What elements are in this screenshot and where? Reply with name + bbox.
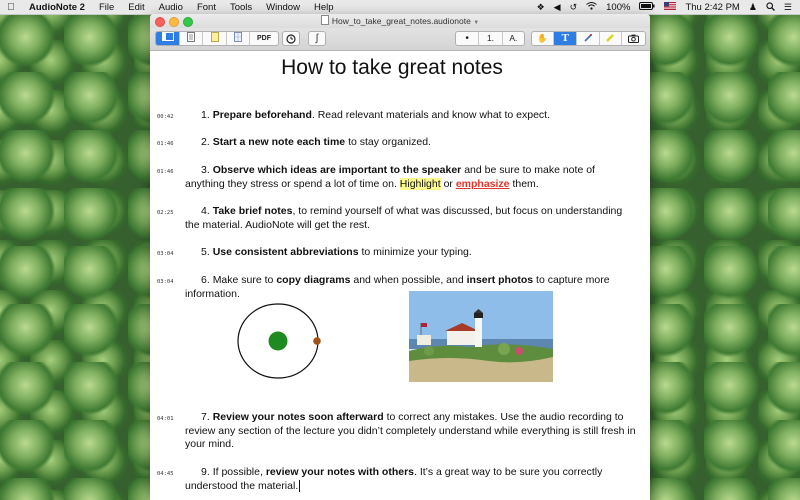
paper-grid-button[interactable]: [227, 32, 250, 45]
note-bold-text: Start a new note each time: [212, 136, 346, 148]
note-timestamp[interactable]: 04:01: [157, 416, 174, 422]
note-item[interactable]: [185, 136, 637, 150]
numbered-list-button[interactable]: 1.: [479, 32, 502, 45]
note-number: 2.: [201, 136, 210, 148]
note-number: 6.: [201, 274, 210, 286]
note-bold-text: Prepare beforehand: [212, 109, 312, 121]
note-text: . It’s a great way to be sure you correctly understood the material.: [185, 466, 603, 492]
note-text: to stay organized.: [345, 136, 431, 148]
grid-paper-icon: [234, 32, 242, 42]
document-page[interactable]: [150, 51, 650, 500]
dropbox-icon[interactable]: ❖: [536, 1, 545, 12]
pdf-button[interactable]: PDF: [256, 35, 271, 42]
note-item[interactable]: [185, 109, 637, 123]
text-size-button[interactable]: A.: [509, 33, 518, 43]
note-text: to minimize your typing.: [358, 246, 472, 258]
camera-button[interactable]: [622, 32, 645, 45]
battery-percent: 100%: [606, 1, 631, 13]
note-number: 9.: [201, 466, 210, 478]
note-timestamp[interactable]: 03:04: [157, 279, 174, 285]
minimize-window-button[interactable]: [169, 17, 179, 27]
page-view-button[interactable]: [180, 32, 203, 45]
menu-tools[interactable]: Tools: [229, 1, 253, 13]
note-bold-text: copy diagrams: [276, 274, 351, 286]
audionote-window: [150, 14, 650, 500]
document-icon: [321, 15, 329, 25]
page-icon: [187, 32, 195, 42]
notification-icon[interactable]: ☰: [783, 1, 792, 12]
note-number: 7.: [201, 411, 210, 423]
paper-yellow-button[interactable]: [203, 32, 226, 45]
note-timestamp[interactable]: 03:04: [157, 251, 174, 257]
note-bold-text: insert photos: [466, 274, 534, 286]
stopwatch-icon: [286, 34, 296, 44]
window-title[interactable]: How_to_take_great_notes.audionote: [331, 16, 471, 26]
note-timestamp[interactable]: 01:46: [157, 141, 174, 147]
flag-icon[interactable]: [664, 2, 676, 12]
orbit-diagram[interactable]: [236, 301, 326, 381]
note-text: to capture more information.: [185, 274, 610, 300]
note-item[interactable]: [185, 466, 637, 493]
note-text: If possible,: [212, 466, 266, 478]
time-machine-icon[interactable]: ↺: [569, 1, 578, 12]
menu-app-name[interactable]: AudioNote 2: [29, 1, 85, 13]
hand-tool-button[interactable]: [532, 32, 554, 45]
menubar-clock[interactable]: Thu 2:42 PM: [685, 1, 740, 13]
emphasized-text: emphasize: [455, 177, 510, 190]
spotlight-icon[interactable]: [766, 2, 775, 13]
zoom-window-button[interactable]: [183, 17, 193, 27]
note-text: . Read relevant materials and know what to expect.: [311, 109, 551, 121]
volume-icon[interactable]: ◀: [553, 1, 561, 12]
page-title[interactable]: How to take great notes: [281, 56, 503, 79]
apple-icon[interactable]: [0, 2, 22, 13]
note-timestamp[interactable]: 00:42: [157, 114, 174, 120]
note-bold-text: Take brief notes: [212, 205, 293, 217]
stopwatch-button[interactable]: [282, 31, 300, 46]
chevron-down-icon[interactable]: ▼: [473, 20, 480, 26]
note-item[interactable]: [185, 164, 637, 191]
note-number: 4.: [201, 205, 210, 217]
menu-file[interactable]: File: [98, 1, 115, 13]
note-number: 5.: [201, 246, 210, 258]
toolbar: [150, 28, 650, 51]
highlighter-icon: [605, 33, 615, 43]
note-item[interactable]: [185, 205, 637, 232]
menu-font[interactable]: Font: [196, 1, 216, 13]
sidebar-icon: [162, 32, 174, 41]
planet-circle: [269, 332, 288, 351]
text-tool-button[interactable]: T: [554, 32, 577, 45]
note-item[interactable]: [185, 246, 637, 260]
menu-window[interactable]: Window: [266, 1, 300, 13]
pen-tool-button[interactable]: [577, 32, 599, 45]
title-bar: [150, 14, 650, 28]
menu-edit[interactable]: Edit: [128, 1, 145, 13]
note-text: Make sure to: [212, 274, 277, 286]
lighthouse-photo[interactable]: [409, 291, 553, 382]
notes-view-button[interactable]: [156, 32, 180, 45]
note-number: 1.: [201, 109, 210, 121]
note-timestamp[interactable]: 04:45: [157, 471, 174, 477]
camera-icon: [628, 34, 639, 43]
text-cursor: [299, 480, 300, 492]
menu-bar: [0, 0, 800, 15]
battery-icon[interactable]: [639, 2, 655, 12]
wifi-icon[interactable]: [586, 2, 597, 12]
moon-circle: [313, 337, 321, 345]
note-bold-text: Review your notes soon afterward: [212, 411, 384, 423]
highlighter-tool-button[interactable]: [600, 32, 622, 45]
menu-help[interactable]: Help: [313, 1, 334, 13]
note-text: , to remind yourself of what was discussed, but focus on understanding the material. AudioNote will get the rest.: [185, 205, 623, 231]
highlighted-text: Highlight: [399, 177, 441, 190]
pen-icon: [583, 33, 593, 43]
note-timestamp[interactable]: 01:46: [157, 169, 174, 175]
note-number: 3.: [201, 164, 210, 176]
note-item[interactable]: [185, 411, 637, 452]
yellow-paper-icon: [211, 32, 219, 42]
equation-button[interactable]: [308, 31, 326, 46]
note-bold-text: Use consistent abbreviations: [212, 246, 359, 258]
note-text: or: [440, 177, 456, 190]
hand-icon: ✋: [537, 33, 548, 43]
note-text: and when possible, and: [350, 274, 467, 286]
note-bold-text: review your notes with others: [265, 466, 415, 478]
note-text: them.: [509, 177, 539, 190]
menu-audio[interactable]: Audio: [158, 1, 183, 13]
close-window-button[interactable]: [155, 17, 165, 27]
note-bold-text: Observe which ideas are important to the speaker: [212, 164, 462, 176]
integral-icon: ∫: [315, 33, 319, 44]
note-timestamp[interactable]: 02:25: [157, 210, 174, 216]
user-icon[interactable]: ♟: [748, 1, 757, 12]
note-text: to correct any mistakes. Use the audio recording to review any section of the lecture you didn’t completely understand while everything is still fresh in your mind.: [185, 411, 636, 450]
note-text: and be sure to make note of anything they stress or spend a lot of time on.: [185, 164, 595, 190]
bullet-list-button[interactable]: •: [456, 32, 479, 45]
